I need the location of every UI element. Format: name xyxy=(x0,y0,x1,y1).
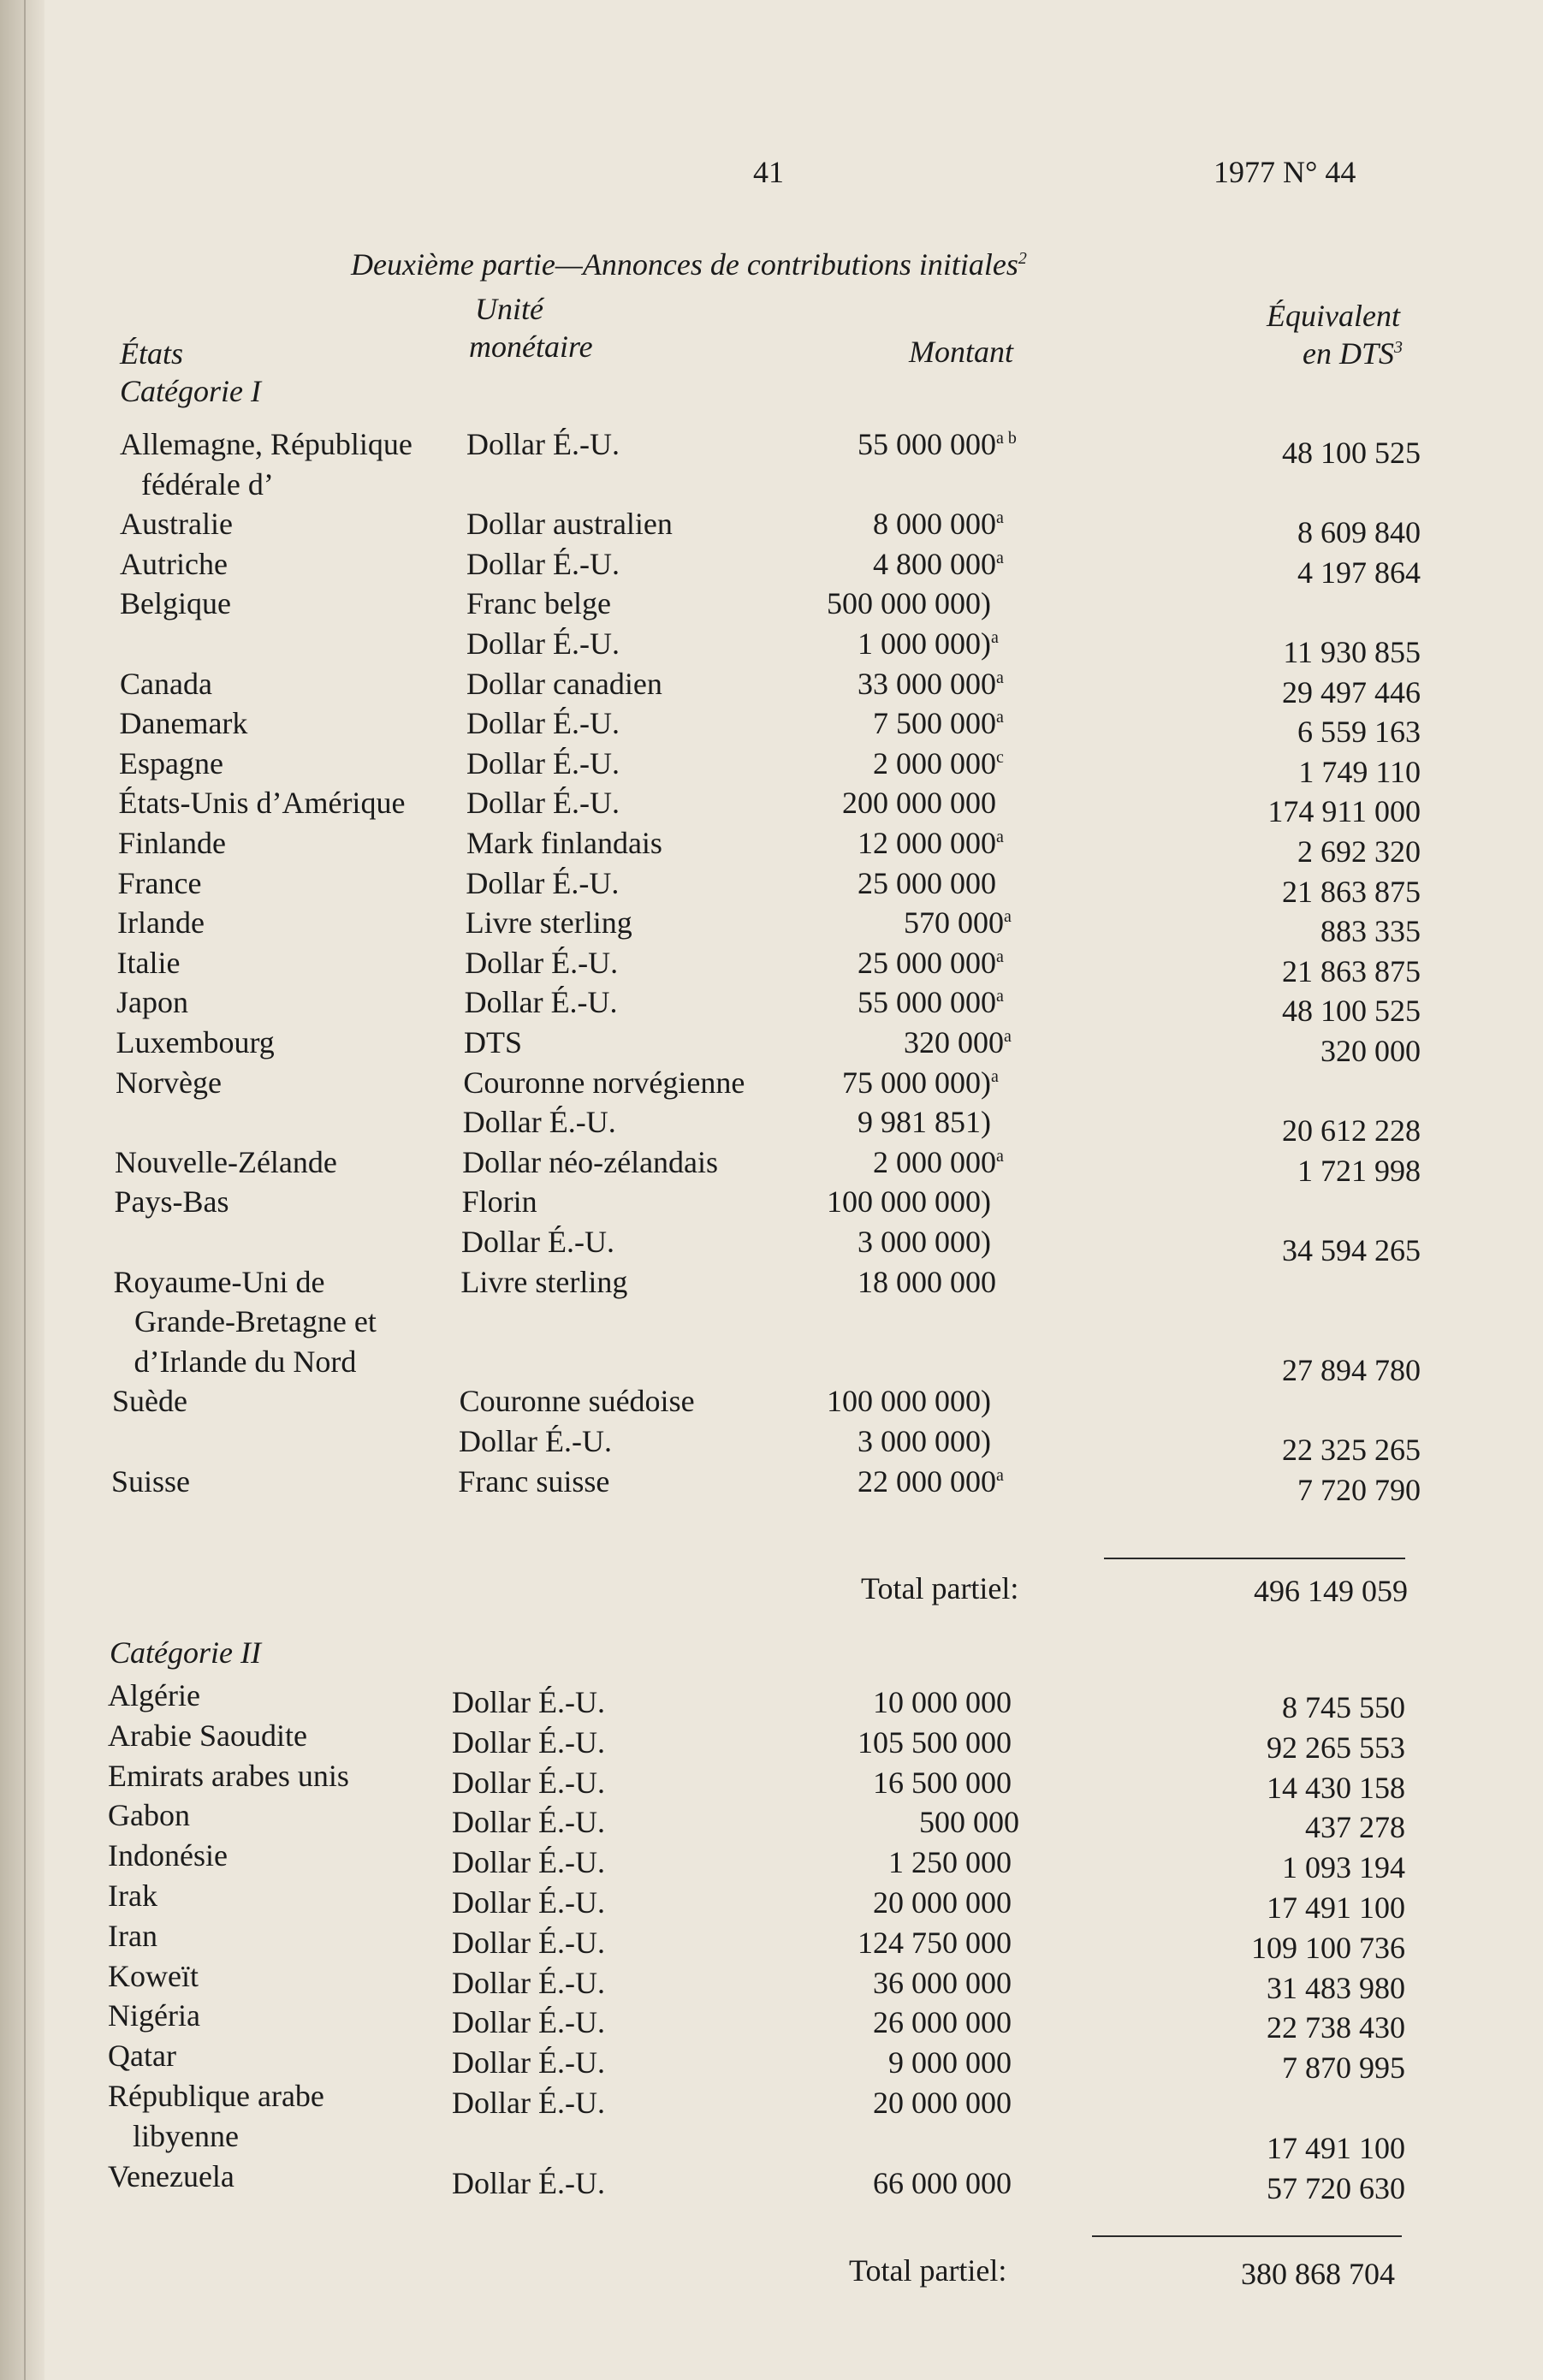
row-equivalent: 7 720 790 xyxy=(1297,1473,1421,1507)
row-amount: 3 000 000) xyxy=(858,1424,991,1458)
row-state: fédérale d’ xyxy=(141,467,274,502)
row-amount: 1 000 000)$^a$ xyxy=(858,626,999,661)
row-amount: 320 000$^a$ xyxy=(904,1025,1012,1059)
row-currency: Dollar É.-U. xyxy=(452,2086,605,2120)
row-amount: 500 000 xyxy=(919,1805,1019,1839)
row-currency: Dollar É.-U. xyxy=(466,427,620,461)
row-currency: Dollar É.-U. xyxy=(459,1424,612,1458)
row-currency: Dollar É.-U. xyxy=(452,1685,605,1719)
row-state: Nouvelle-Zélande xyxy=(115,1145,337,1179)
row-currency: Mark finlandais xyxy=(466,826,662,860)
row-equivalent: 320 000 xyxy=(1320,1034,1421,1068)
col-header-equivalent-2: en DTS$^3$ xyxy=(1303,336,1403,371)
row-equivalent: 22 738 430 xyxy=(1267,2010,1405,2045)
row-equivalent: 7 870 995 xyxy=(1282,2051,1405,2085)
row-currency: Dollar É.-U. xyxy=(452,2045,605,2080)
row-state: Espagne xyxy=(119,746,223,780)
row-amount: 10 000 000 xyxy=(873,1685,1012,1719)
row-equivalent: 48 100 525 xyxy=(1282,994,1421,1028)
row-currency: Dollar É.-U. xyxy=(452,2166,605,2200)
row-currency: Dollar É.-U. xyxy=(452,1805,605,1839)
subtotal-rule-2 xyxy=(1092,2235,1402,2237)
row-currency: Dollar É.-U. xyxy=(466,746,620,780)
row-state: libyenne xyxy=(133,2119,239,2153)
row-currency: Dollar É.-U. xyxy=(464,985,618,1019)
subtotal-label-1: Total partiel: xyxy=(861,1571,1019,1605)
row-state: Pays-Bas xyxy=(114,1184,229,1219)
row-amount: 9 981 851) xyxy=(858,1105,991,1139)
row-currency: Dollar É.-U. xyxy=(466,866,620,900)
row-currency: Dollar É.-U. xyxy=(462,1105,616,1139)
row-currency: Livre sterling xyxy=(465,905,632,940)
row-state: Grande-Bretagne et xyxy=(134,1304,377,1338)
row-currency: Livre sterling xyxy=(460,1265,628,1299)
row-amount: 124 750 000 xyxy=(858,1926,1012,1960)
row-amount: 25 000 000$^a$ xyxy=(858,946,1004,980)
row-equivalent: 21 863 875 xyxy=(1282,954,1421,988)
row-amount: 7 500 000$^a$ xyxy=(873,706,1004,740)
row-currency: Dollar É.-U. xyxy=(452,1845,605,1879)
row-equivalent: 14 430 158 xyxy=(1267,1771,1405,1805)
row-amount: 100 000 000) xyxy=(827,1184,991,1219)
row-equivalent: 1 749 110 xyxy=(1298,755,1421,789)
row-amount: 12 000 000$^a$ xyxy=(858,826,1004,860)
row-currency: Dollar É.-U. xyxy=(452,1966,605,2000)
row-amount: 26 000 000 xyxy=(873,2005,1012,2039)
row-amount: 3 000 000) xyxy=(858,1225,991,1259)
subtotal-value-1: 496 149 059 xyxy=(1254,1574,1408,1608)
row-state: Arabie Saoudite xyxy=(108,1718,307,1753)
row-state: Luxembourg xyxy=(116,1025,275,1059)
row-currency: Couronne suédoise xyxy=(459,1384,695,1418)
row-amount: 4 800 000$^a$ xyxy=(873,547,1004,581)
row-state: Suisse xyxy=(111,1464,191,1499)
row-amount: 66 000 000 xyxy=(873,2166,1012,2200)
row-currency: Dollar néo-zélandais xyxy=(462,1145,719,1179)
row-equivalent: 174 911 000 xyxy=(1267,794,1421,828)
row-state: d’Irlande du Nord xyxy=(134,1344,357,1379)
row-amount: 33 000 000$^a$ xyxy=(858,667,1004,701)
subtotal-value-2: 380 868 704 xyxy=(1241,2257,1395,2291)
row-amount: 20 000 000 xyxy=(873,1885,1012,1920)
row-currency: Couronne norvégienne xyxy=(463,1065,745,1100)
row-state: Danemark xyxy=(119,706,248,740)
row-state: France xyxy=(117,866,202,900)
row-currency: Dollar É.-U. xyxy=(452,1766,605,1800)
row-state: Autriche xyxy=(120,547,228,581)
row-equivalent: 1 093 194 xyxy=(1282,1850,1405,1884)
row-state: Irlande xyxy=(117,905,205,940)
category-1-label: Catégorie I xyxy=(120,374,261,408)
row-state: Koweït xyxy=(108,1959,199,1993)
row-amount: 570 000$^a$ xyxy=(904,905,1012,940)
row-equivalent: 34 594 265 xyxy=(1282,1233,1421,1267)
row-equivalent: 21 863 875 xyxy=(1282,875,1421,909)
row-amount: 2 000 000$^c$ xyxy=(873,746,1004,780)
row-currency: Dollar É.-U. xyxy=(465,946,619,980)
row-equivalent: 31 483 980 xyxy=(1267,1971,1405,2005)
row-state: Suède xyxy=(112,1384,187,1418)
row-amount: 55 000 000$^a$ xyxy=(858,985,1004,1019)
row-state: Venezuela xyxy=(108,2159,234,2193)
row-state: États-Unis d’Amérique xyxy=(118,786,406,820)
row-state: Royaume-Uni de xyxy=(113,1265,325,1299)
col-header-montant: Montant xyxy=(909,335,1013,369)
row-equivalent: 17 491 100 xyxy=(1267,2131,1405,2165)
row-currency: Dollar É.-U. xyxy=(466,786,620,820)
row-state: Norvège xyxy=(116,1065,222,1100)
row-currency: Florin xyxy=(461,1184,537,1219)
row-amount: 25 000 000 xyxy=(858,866,996,900)
row-currency: DTS xyxy=(464,1025,523,1059)
row-equivalent: 11 930 855 xyxy=(1283,635,1421,669)
row-currency: Dollar É.-U. xyxy=(452,2005,605,2039)
page-number: 41 xyxy=(753,155,784,189)
row-state: Algérie xyxy=(108,1678,200,1712)
section-title: Deuxième partie—Annonces de contributions initiales$^2$ xyxy=(351,247,1027,282)
row-state: Canada xyxy=(120,667,212,701)
row-equivalent: 27 894 780 xyxy=(1282,1353,1421,1387)
row-currency: Dollar É.-U. xyxy=(452,1926,605,1960)
row-amount: 500 000 000) xyxy=(827,586,991,620)
row-state: Iran xyxy=(108,1919,157,1953)
row-amount: 200 000 000 xyxy=(842,786,996,820)
row-currency: Dollar É.-U. xyxy=(461,1225,614,1259)
row-state: République arabe xyxy=(108,2079,324,2113)
col-header-equivalent-1: Équivalent xyxy=(1267,299,1400,333)
row-currency: Dollar É.-U. xyxy=(466,706,620,740)
row-equivalent: 92 265 553 xyxy=(1267,1730,1405,1765)
row-currency: Dollar canadien xyxy=(466,667,662,701)
row-state: Australie xyxy=(120,507,233,541)
row-amount: 16 500 000 xyxy=(873,1766,1012,1800)
row-state: Nigéria xyxy=(108,1998,200,2033)
row-equivalent: 437 278 xyxy=(1305,1810,1405,1844)
row-currency: Dollar É.-U. xyxy=(452,1725,605,1760)
row-state: Allemagne, République xyxy=(120,427,412,461)
row-amount: 36 000 000 xyxy=(873,1966,1012,2000)
category-2-label: Catégorie II xyxy=(110,1635,261,1670)
row-amount: 8 000 000$^a$ xyxy=(873,507,1004,541)
row-state: Italie xyxy=(116,946,181,980)
row-equivalent: 57 720 630 xyxy=(1267,2171,1405,2205)
row-state: Belgique xyxy=(120,586,231,620)
row-equivalent: 2 692 320 xyxy=(1297,834,1421,869)
row-amount: 105 500 000 xyxy=(858,1725,1012,1760)
row-amount: 75 000 000)$^a$ xyxy=(842,1065,999,1100)
row-state: Japon xyxy=(116,985,188,1019)
col-header-unite-1: Unité xyxy=(475,292,543,326)
row-currency: Dollar É.-U. xyxy=(452,1885,605,1920)
row-amount: 22 000 000$^a$ xyxy=(858,1464,1004,1499)
row-equivalent: 8 745 550 xyxy=(1282,1690,1405,1724)
row-equivalent: 6 559 163 xyxy=(1297,715,1421,749)
row-state: Emirats arabes unis xyxy=(108,1759,349,1793)
row-amount: 100 000 000) xyxy=(827,1384,991,1418)
row-state: Finlande xyxy=(118,826,226,860)
row-equivalent: 8 609 840 xyxy=(1297,515,1421,549)
row-currency: Dollar É.-U. xyxy=(466,547,620,581)
row-currency: Dollar australien xyxy=(466,507,673,541)
row-equivalent: 4 197 864 xyxy=(1297,555,1421,590)
row-amount: 18 000 000 xyxy=(858,1265,996,1299)
row-amount: 20 000 000 xyxy=(873,2086,1012,2120)
row-currency: Dollar É.-U. xyxy=(466,626,620,661)
row-equivalent: 22 325 265 xyxy=(1282,1433,1421,1467)
row-currency: Franc belge xyxy=(466,586,611,620)
row-amount: 9 000 000 xyxy=(888,2045,1012,2080)
subtotal-label-2: Total partiel: xyxy=(849,2253,1007,2288)
row-equivalent: 1 721 998 xyxy=(1297,1154,1421,1188)
row-amount: 1 250 000 xyxy=(888,1845,1012,1879)
col-header-etats: États xyxy=(120,336,184,371)
row-equivalent: 17 491 100 xyxy=(1267,1890,1405,1925)
row-currency: Franc suisse xyxy=(458,1464,610,1499)
row-amount: 2 000 000$^a$ xyxy=(873,1145,1004,1179)
row-state: Irak xyxy=(108,1878,157,1913)
row-equivalent: 29 497 446 xyxy=(1282,675,1421,709)
year-issue: 1977 N° 44 xyxy=(1214,155,1356,189)
col-header-unite-2: monétaire xyxy=(469,329,593,364)
row-amount: 55 000 $000^{a b}$ xyxy=(858,427,1017,461)
row-state: Indonésie xyxy=(108,1838,228,1873)
row-equivalent: 109 100 736 xyxy=(1251,1931,1405,1965)
row-equivalent: 20 612 228 xyxy=(1282,1113,1421,1148)
row-state: Qatar xyxy=(108,2039,176,2073)
row-equivalent: 883 335 xyxy=(1320,914,1421,948)
row-state: Gabon xyxy=(108,1798,190,1832)
row-equivalent: 48 100 525 xyxy=(1282,436,1421,470)
